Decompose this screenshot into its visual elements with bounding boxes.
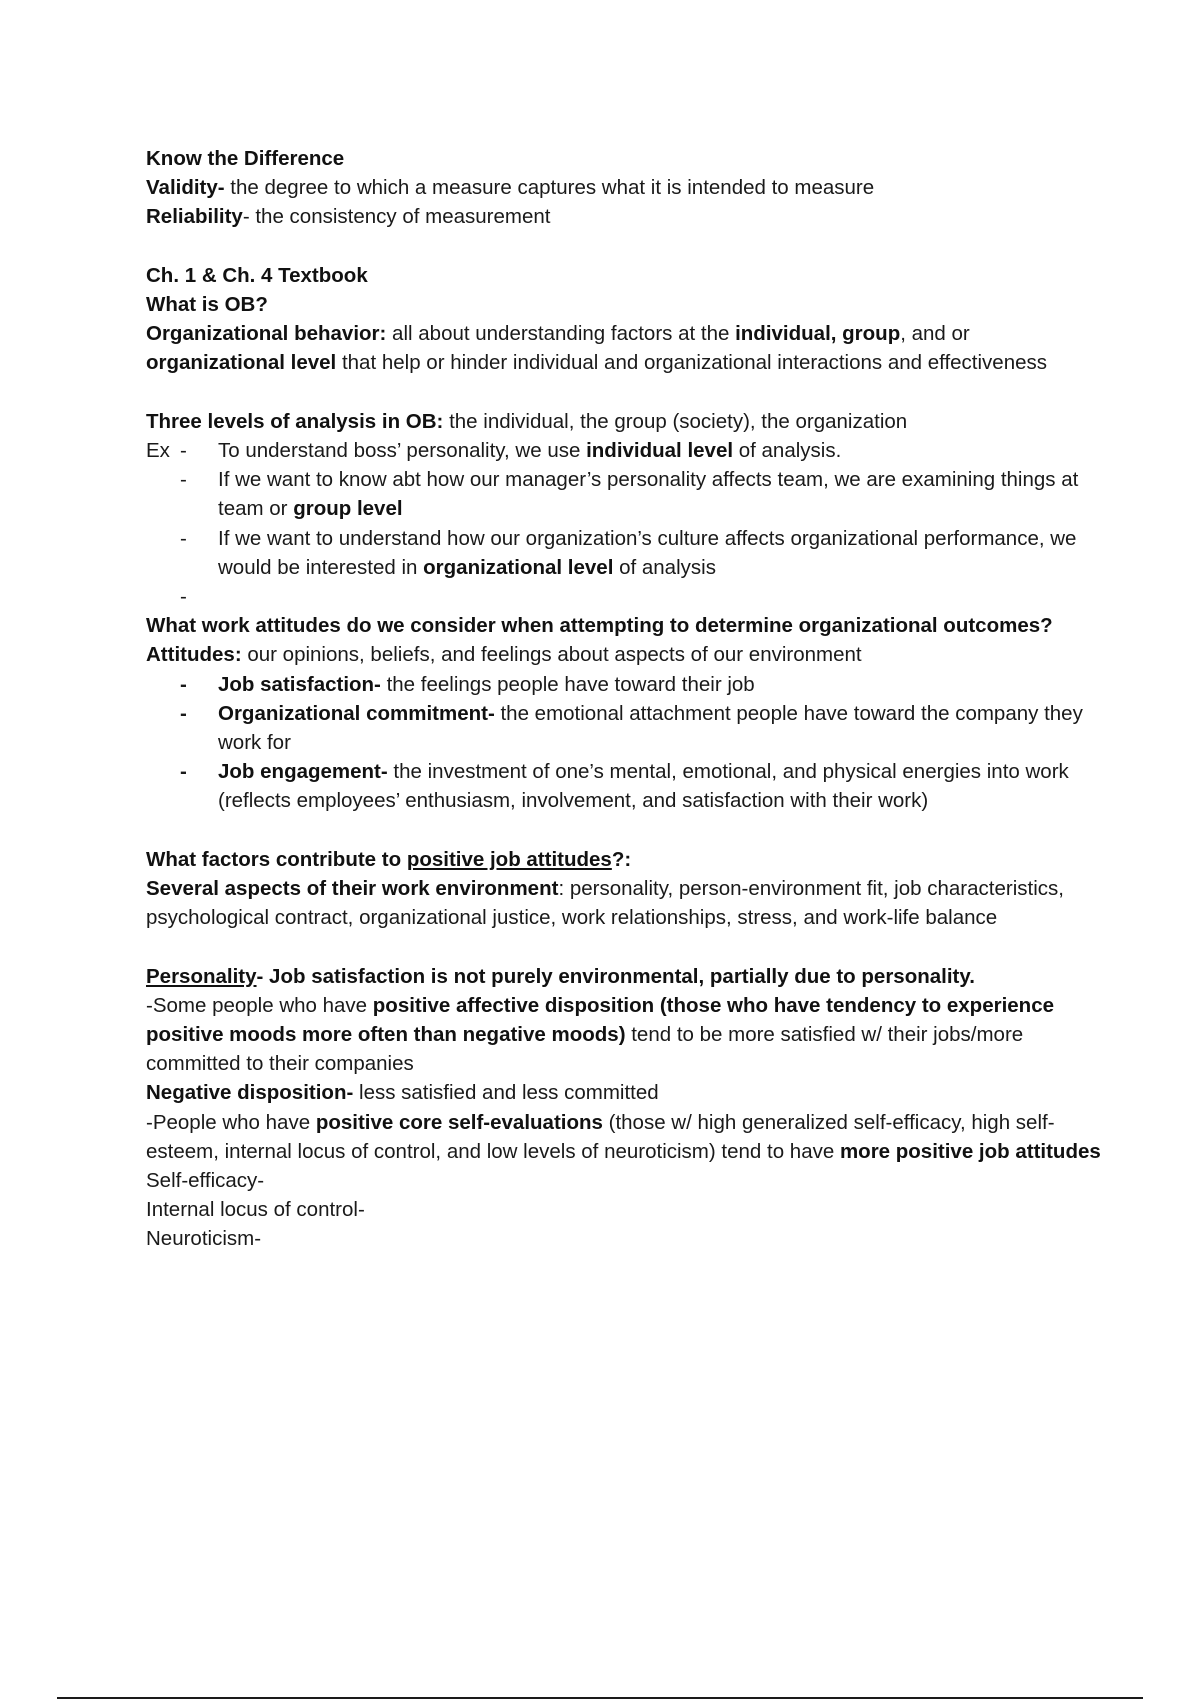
reliability-line (146, 202, 1106, 231)
attitude-3-term: Job engagement- (218, 760, 388, 784)
example-item-2 (146, 465, 1106, 523)
example-item-3 (146, 524, 1106, 582)
ob-bold-levels: individual, group (735, 322, 901, 346)
p2-bold-2: more positive job attitudes (839, 1139, 1101, 1163)
example-1-bold: individual level (586, 439, 734, 462)
attitudes-term: Attitudes: (146, 643, 242, 667)
p1-c: tend to be more satisfied w/ their jobs/more committed to their companies (146, 1023, 1024, 1076)
spacer (146, 816, 1106, 845)
bullet-dash: - (180, 526, 187, 550)
bullet-dash: - (180, 701, 187, 725)
p1-a: -Some people who have (146, 993, 373, 1017)
bullet-dash: - (180, 672, 187, 696)
ob-term: Organizational behavior: (146, 322, 387, 346)
personality-heading-rest: - Job satisfaction is not purely environmental, partially due to personality. (256, 964, 975, 988)
reliability-definition: - the consistency of measurement (242, 205, 551, 229)
factors-def: : personality, person-environment fit, job characteristics, psychological contract, organizational justice, work relationships, stress, and work-life balance (146, 877, 1064, 930)
personality-underlined: Personality (146, 964, 257, 988)
attitude-1-term: Job satisfaction- (218, 672, 381, 696)
locus-line: Internal locus of control- (146, 1198, 365, 1222)
attitude-2-term: Organizational commitment- (218, 701, 495, 725)
p2-bold-1: positive core self-evaluations (315, 1110, 603, 1134)
attitude-item-job-engagement (146, 757, 1106, 815)
attitudes-question (146, 611, 1106, 640)
attitude-text-1 (218, 670, 1106, 699)
empty-bullet-text (218, 582, 1106, 611)
attitude-2-def: the emotional attachment people have toward the company they work for (218, 701, 1083, 755)
difference-heading-text: Know the Difference (146, 147, 345, 170)
personality-heading-text (146, 965, 975, 988)
attitude-item-org-commitment (146, 699, 1106, 757)
attitude-text-3 (218, 757, 1106, 815)
example-3-c: of analysis (613, 555, 716, 579)
attitudes-list (146, 670, 1106, 816)
factors-q-b: ?: (611, 847, 632, 871)
example-1-c: of analysis. (733, 439, 842, 462)
negative-def: less satisfied and less committed (353, 1081, 659, 1105)
validity-definition: the degree to which a measure captures what it is intended to measure (224, 176, 875, 200)
chapter-heading (146, 261, 1106, 290)
example-item-empty (146, 582, 1106, 611)
factors-question-text (146, 848, 631, 871)
attitudes-def: our opinions, beliefs, and feelings about aspects of our environment (241, 643, 862, 667)
spacer (146, 232, 1106, 261)
ob-def-text-2: , and or (900, 322, 970, 346)
spacer (146, 932, 1106, 961)
affective-disposition-paragraph (146, 991, 1106, 1079)
difference-heading (146, 144, 1106, 173)
attitude-item-job-satisfaction (146, 670, 1106, 699)
factors-term: Several aspects of their work environment (146, 877, 559, 901)
example-2-bold: group level (293, 497, 403, 521)
example-2-a: If we want to know abt how our manager’s personality affects team, we are examining things at team or (218, 468, 1079, 521)
example-3-bold: organizational level (423, 555, 614, 579)
example-3-a: If we want to understand how our organization’s culture affects organizational performance, we would be interested in (218, 526, 1077, 579)
example-item-1 (146, 436, 1106, 465)
validity-term: Validity- (146, 176, 225, 200)
core-self-evaluations-paragraph (146, 1108, 1106, 1166)
negative-term: Negative disposition- (146, 1081, 354, 1105)
levels-term: Three levels of analysis in OB: (146, 409, 444, 433)
example-text-2 (218, 465, 1106, 523)
chapter-heading-text: Ch. 1 & Ch. 4 Textbook (146, 263, 368, 287)
example-list (146, 465, 1106, 611)
document-page (146, 144, 1106, 1254)
attitude-3-def: the investment of one’s mental, emotional, and physical energies into work (reflects employees’ enthusiasm, involvement, and satisfaction with their work) (218, 760, 1069, 813)
attitude-text-2 (218, 699, 1106, 757)
p2-c: (those w/ high generalized self-efficacy, high self-esteem, internal locus of control, and low levels of neuroticism) tend to have (146, 1110, 1055, 1163)
neuroticism-line: Neuroticism- (146, 1227, 262, 1251)
bullet-dash: - (180, 585, 187, 609)
example-text-1 (218, 436, 841, 465)
factors-question (146, 845, 1106, 874)
factors-q-underlined: positive job attitudes (406, 847, 612, 871)
bullet-dash: - (180, 468, 187, 492)
negative-disposition-line (146, 1078, 1106, 1107)
example-text-3 (218, 524, 1106, 582)
p2-a: -People who have (146, 1110, 316, 1134)
example-1-a: To understand boss’ personality, we use (218, 439, 587, 462)
spacer (146, 378, 1106, 407)
attitudes-question-text: What work attitudes do we consider when attempting to determine organizational outcomes? (146, 614, 1053, 638)
attitudes-definition (146, 640, 1106, 669)
factors-q-a: What factors contribute to (146, 847, 407, 871)
factors-definition (146, 874, 1106, 932)
ob-def-text-1: all about understanding factors at the (386, 322, 736, 346)
ob-question (146, 290, 1106, 319)
self-efficacy-line: Self-efficacy- (146, 1169, 265, 1193)
ob-def-text-3: that help or hinder individual and organizational interactions and effectiveness (336, 351, 1048, 375)
attitude-1-def: the feelings people have toward their job (380, 672, 755, 696)
levels-def: the individual, the group (society), the organization (443, 409, 908, 433)
reliability-term: Reliability (146, 205, 243, 229)
bullet-dash: - (180, 439, 187, 462)
ob-definition (146, 319, 1106, 377)
p1-bold: positive affective disposition (those who have tendency to experience positive moods more often than negative moods) (146, 993, 1055, 1047)
ob-bold-org-level: organizational level (146, 351, 337, 375)
example-label: Ex (146, 439, 170, 462)
page-bottom-rule (57, 1697, 1143, 1699)
levels-definition (146, 407, 1106, 436)
personality-heading (146, 962, 1106, 991)
bullet-dash: - (180, 760, 187, 784)
validity-line (146, 173, 1106, 202)
ob-question-text: What is OB? (146, 293, 268, 316)
